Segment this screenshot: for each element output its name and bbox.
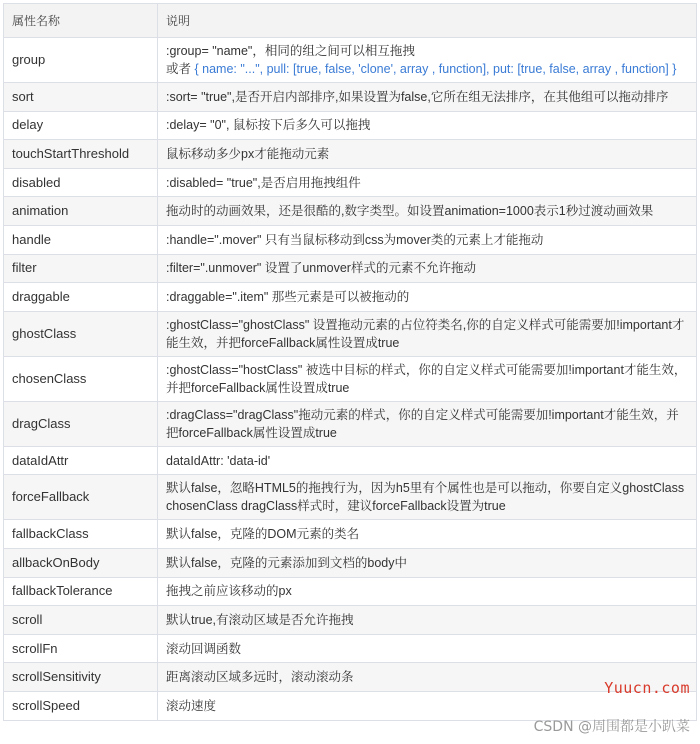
row-name: fallbackTolerance: [4, 577, 158, 606]
site-watermark: Yuucn.com: [604, 679, 690, 697]
row-name: ghostClass: [4, 311, 158, 356]
row-desc: 拖拽之前应该移动的px: [158, 577, 697, 606]
table-row: [4, 111, 697, 140]
table-row: [4, 38, 697, 83]
row-name: scrollSensitivity: [4, 663, 158, 692]
row-desc: [158, 38, 697, 83]
table-row: [4, 197, 697, 226]
row-name: handle: [4, 225, 158, 254]
table-row: [4, 356, 697, 401]
header-description: 说明: [158, 4, 697, 38]
table-row: [4, 634, 697, 663]
row-name: scrollSpeed: [4, 691, 158, 720]
table-row: [4, 140, 697, 169]
row-name: sort: [4, 83, 158, 112]
header-property-name: 属性名称: [4, 4, 158, 38]
row-name: chosenClass: [4, 356, 158, 401]
desc-line: :group= "name"，相同的组之间可以相互拖拽: [166, 44, 415, 58]
row-name: scroll: [4, 606, 158, 635]
row-name: fallbackClass: [4, 520, 158, 549]
row-name: draggable: [4, 283, 158, 312]
table-row: [4, 606, 697, 635]
row-desc: :dragClass="dragClass"拖动元素的样式，你的自定义样式可能需要加!important才能生效，并把forceFallback属性设置成true: [158, 401, 697, 446]
desc-prefix: 或者: [166, 62, 195, 76]
row-name: group: [4, 38, 158, 83]
row-desc: 拖动时的动画效果，还是很酷的,数字类型。如设置animation=1000表示1秒过渡动画效果: [158, 197, 697, 226]
table-row: [4, 283, 697, 312]
table-row: [4, 475, 697, 520]
row-desc: 默认false，克隆的DOM元素的类名: [158, 520, 697, 549]
row-desc: :draggable=".item" 那些元素是可以被拖动的: [158, 283, 697, 312]
row-name: disabled: [4, 168, 158, 197]
table-row: [4, 401, 697, 446]
desc-code-highlight: { name: "...", pull: [true, false, 'clone', array , function], put: [true, false, array , function] }: [194, 62, 677, 76]
row-name: allbackOnBody: [4, 548, 158, 577]
table-row: [4, 168, 697, 197]
row-desc: 默认false，克隆的元素添加到文档的body中: [158, 548, 697, 577]
table-row: [4, 254, 697, 283]
row-name: delay: [4, 111, 158, 140]
row-desc: dataIdAttr: 'data-id': [158, 446, 697, 475]
row-name: touchStartThreshold: [4, 140, 158, 169]
row-desc: :delay= "0", 鼠标按下后多久可以拖拽: [158, 111, 697, 140]
row-name: dataIdAttr: [4, 446, 158, 475]
row-desc: :ghostClass="ghostClass" 设置拖动元素的占位符类名,你的自定义样式可能需要加!important才能生效，并把forceFallback属性设置成true: [158, 311, 697, 356]
row-name: scrollFn: [4, 634, 158, 663]
properties-table-container: [3, 3, 696, 721]
row-desc: :filter=".unmover" 设置了unmover样式的元素不允许拖动: [158, 254, 697, 283]
table-row: [4, 520, 697, 549]
row-name: dragClass: [4, 401, 158, 446]
author-watermark: CSDN @周围都是小趴菜: [533, 719, 690, 735]
table-row: [4, 225, 697, 254]
table-header-row: [4, 4, 697, 38]
table-row: [4, 311, 697, 356]
table-row: [4, 548, 697, 577]
table-row: [4, 663, 697, 692]
table-row: [4, 577, 697, 606]
row-desc: 鼠标移动多少px才能拖动元素: [158, 140, 697, 169]
row-name: forceFallback: [4, 475, 158, 520]
row-name: animation: [4, 197, 158, 226]
row-desc: :sort= "true",是否开启内部排序,如果设置为false,它所在组无法排序，在其他组可以拖动排序: [158, 83, 697, 112]
desc-line: [166, 60, 688, 78]
row-desc: 默认false，忽略HTML5的拖拽行为，因为h5里有个属性也是可以拖动，你要自定义ghostClass chosenClass dragClass样式时，建议forceFallback设置为true: [158, 475, 697, 520]
row-desc: :disabled= "true",是否启用拖拽组件: [158, 168, 697, 197]
row-name: filter: [4, 254, 158, 283]
properties-table: [3, 3, 697, 721]
row-desc: 滚动回调函数: [158, 634, 697, 663]
row-desc: :handle=".mover" 只有当鼠标移动到css为mover类的元素上才能拖动: [158, 225, 697, 254]
table-row: [4, 446, 697, 475]
row-desc: 距离滚动区域多远时，滚动滚动条: [158, 663, 697, 692]
row-desc: 默认true,有滚动区域是否允许拖拽: [158, 606, 697, 635]
table-row: [4, 83, 697, 112]
row-desc: 滚动速度: [158, 691, 697, 720]
row-desc: :ghostClass="hostClass" 被选中目标的样式，你的自定义样式可能需要加!important才能生效，并把forceFallback属性设置成true: [158, 356, 697, 401]
